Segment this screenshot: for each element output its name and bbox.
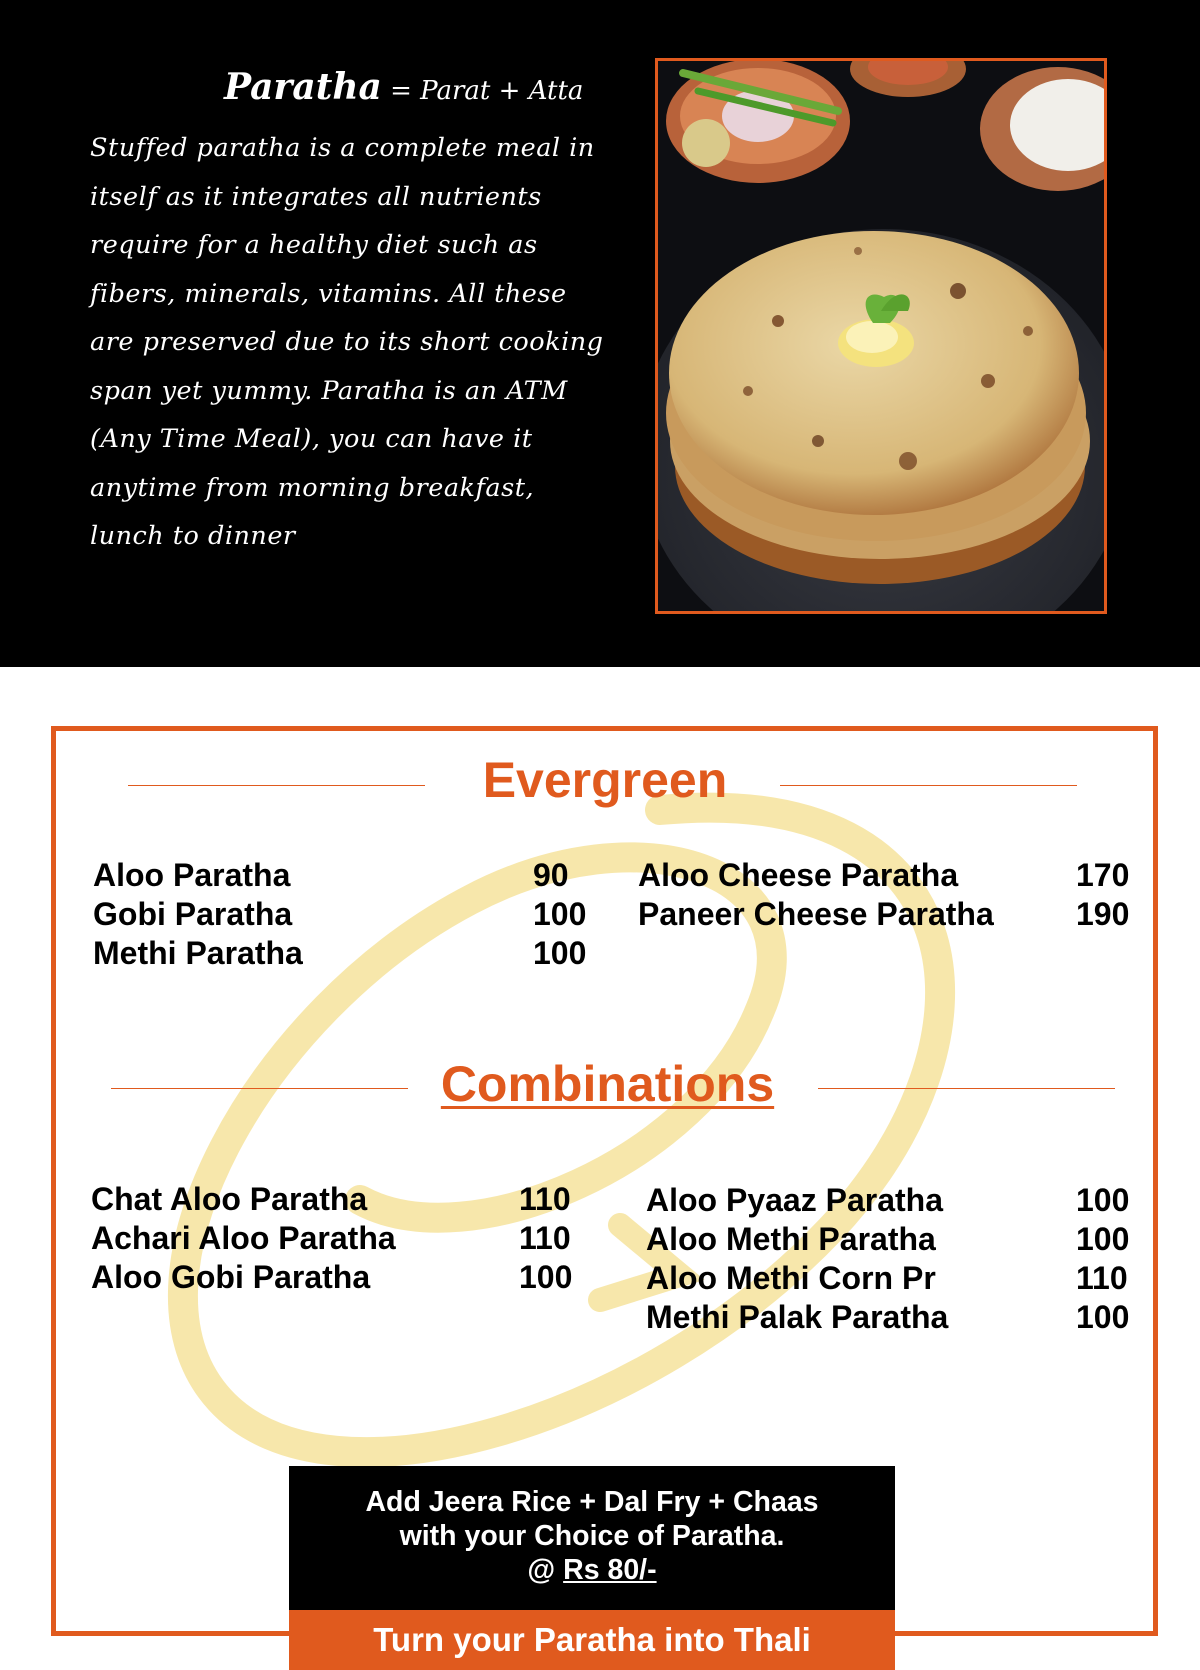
menu-item-name: Chat Aloo Paratha xyxy=(91,1181,368,1217)
intro-section xyxy=(0,0,1200,667)
menu-item-name: Methi Paratha xyxy=(93,935,303,971)
menu-item-price: 170 xyxy=(1076,857,1130,893)
evergreen-title: Evergreen xyxy=(482,752,728,808)
evergreen-rule-right xyxy=(780,785,1077,786)
menu-item-name: Aloo Cheese Paratha xyxy=(638,857,959,893)
menu-item-name: Aloo Methi Corn Pr xyxy=(646,1260,936,1296)
menu-item-price: 110 xyxy=(519,1220,571,1256)
thali-banner: Turn your Paratha into Thali xyxy=(289,1610,895,1670)
evergreen-rule-left xyxy=(128,785,425,786)
promo-price-prefix: @ xyxy=(527,1554,564,1586)
menu-item-price: 110 xyxy=(519,1181,571,1217)
menu-item-price: 190 xyxy=(1076,896,1130,932)
paratha-photo-illustration xyxy=(658,61,1104,611)
menu-item-name: Aloo Pyaaz Paratha xyxy=(646,1182,943,1218)
menu-item-name: Aloo Gobi Paratha xyxy=(91,1259,371,1295)
intro-body: Stuffed paratha is a complete meal in itself as it integrates all nutrients require for a healthy diet such as fibers, minerals, vitamins. All these are preserved due to its short cooking span yet yummy. Paratha is an ATM (Any Time Meal), you can have it anytime from morning breakfast, lunch to dinner xyxy=(90,133,604,552)
intro-text-block xyxy=(90,62,610,561)
combinations-rule-right xyxy=(818,1088,1115,1089)
intro-headline-word: Paratha xyxy=(224,66,382,108)
menu-item-price: 100 xyxy=(1076,1299,1130,1335)
promo-line-2: with your Choice of Paratha. xyxy=(399,1520,785,1552)
combinations-title: Combinations xyxy=(440,1056,775,1112)
thali-promo-box xyxy=(289,1466,895,1610)
menu-item-price: 100 xyxy=(1076,1221,1130,1257)
menu-item-price: 100 xyxy=(1076,1182,1130,1218)
menu-item-price: 100 xyxy=(533,935,587,971)
menu-item-price: 110 xyxy=(1076,1260,1128,1296)
menu-item-name: Aloo Paratha xyxy=(93,857,291,893)
menu-item-name: Gobi Paratha xyxy=(93,896,293,932)
intro-headline-rest: = Parat + Atta xyxy=(381,76,584,106)
menu-item-price: 100 xyxy=(533,896,587,932)
menu-item-name: Methi Palak Paratha xyxy=(646,1299,949,1335)
combinations-rule-left xyxy=(111,1088,408,1089)
promo-price-line xyxy=(289,1553,895,1587)
paratha-photo xyxy=(655,58,1107,614)
menu-item-name: Aloo Methi Paratha xyxy=(646,1221,936,1257)
menu-item-price: 90 xyxy=(533,857,569,893)
menu-item-name: Paneer Cheese Paratha xyxy=(638,896,994,932)
promo-line-1: Add Jeera Rice + Dal Fry + Chaas xyxy=(365,1486,819,1518)
intro-headline xyxy=(224,62,610,112)
menu-item-price: 100 xyxy=(519,1259,573,1295)
promo-price: Rs 80/- xyxy=(563,1554,657,1586)
menu-item-name: Achari Aloo Paratha xyxy=(91,1220,396,1256)
